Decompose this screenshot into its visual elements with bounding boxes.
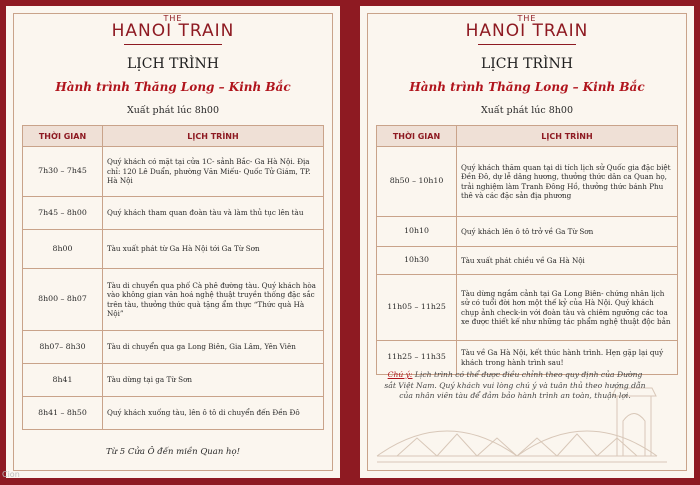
row-time: 11h05 – 11h25 <box>377 275 457 341</box>
row-text: Tàu di chuyển qua phố Cà phê đường tàu. Quý khách hòa vào không gian văn hoá nghệ thuật truyền thống đặc sắc trên tàu, thưởng thức quà tặng ẩm thực “Thức quà Hà Nội” <box>103 269 324 331</box>
row-text: Tàu di chuyển qua ga Long Biên, Gia Lâm, Yên Viên <box>103 331 324 364</box>
row-text: Tàu dừng tại ga Từ Sơn <box>103 364 324 397</box>
table-row <box>23 197 324 230</box>
table-row <box>23 269 324 331</box>
note-text: Lịch trình có thể được điều chỉnh theo quy định của Đường sắt Việt Nam. Quý khách vui lòng chú ý và tuân thủ theo hướng dẫn của nhân viên tàu để đảm bảo hành trình an toàn, thuận lợi. <box>384 370 646 401</box>
watermark: Cion <box>2 470 20 479</box>
schedule-card-right <box>360 6 694 478</box>
schedule-card-left <box>6 6 340 478</box>
row-time: 11h25 – 11h35 <box>377 341 457 375</box>
schedule-table <box>376 125 678 375</box>
row-time: 8h50 – 10h10 <box>377 147 457 217</box>
row-text: Tàu xuất phát từ Ga Hà Nội tới Ga Từ Sơn <box>103 230 324 269</box>
table-row <box>23 331 324 364</box>
row-text: Quý khách lên ô tô trở về Ga Từ Sơn <box>457 217 678 247</box>
footer-slogan: Từ 5 Cửa Ô đến miền Quan họ! <box>105 447 241 457</box>
table-row <box>23 397 324 430</box>
row-text: Tàu về Ga Hà Nội, kết thúc hành trình. Hẹn gặp lại quý khách trong hành trình sau! <box>457 341 678 375</box>
row-time: 8h00 – 8h07 <box>23 269 103 331</box>
table-row <box>23 230 324 269</box>
header-schedule: LỊCH TRÌNH <box>103 126 324 147</box>
page-title: LỊCH TRÌNH <box>126 56 220 72</box>
table-row <box>377 147 678 217</box>
departure-time: Xuất phát lúc 8h00 <box>127 105 219 116</box>
brand-small: THE <box>517 14 537 23</box>
row-text: Quý khách thăm quan tại di tích lịch sử Quốc gia đặc biệt Đền Đô, dự lễ dâng hương, thưởng thức dân ca Quan họ, trải nghiệm làm Tranh Đông Hồ, thưởng thức bánh Phu thê và các đặc sản địa phương <box>457 147 678 217</box>
table-row <box>377 217 678 247</box>
row-time: 10h10 <box>377 217 457 247</box>
brand-small: THE <box>163 14 183 23</box>
journey-subtitle: Hành trình Thăng Long – Kinh Bắc <box>409 80 645 94</box>
row-text: Quý khách xuống tàu, lên ô tô di chuyển đến Đền Đô <box>103 397 324 430</box>
table-header-row <box>377 126 678 147</box>
table-row <box>377 275 678 341</box>
brand-rule <box>124 44 222 45</box>
table-header-row <box>23 126 324 147</box>
row-text: Quý khách có mặt tại cửa 1C- sảnh Bắc- Ga Hà Nội. Địa chỉ: 120 Lê Duẩn, phường Văn Miếu- Quốc Tử Giám, TP. Hà Nội <box>103 147 324 197</box>
departure-time: Xuất phát lúc 8h00 <box>481 105 573 116</box>
table-row <box>23 364 324 397</box>
brand-rule <box>478 44 576 45</box>
row-time: 8h00 <box>23 230 103 269</box>
row-time: 7h30 – 7h45 <box>23 147 103 197</box>
row-text: Quý khách tham quan đoàn tàu và làm thủ tục lên tàu <box>103 197 324 230</box>
schedule-table <box>22 125 324 430</box>
table-row <box>377 247 678 275</box>
schedule-note <box>384 370 646 402</box>
note-label: Chú ý: <box>387 370 413 379</box>
row-text: Tàu dừng ngắm cảnh tại Ga Long Biên- chứng nhân lịch sử có tuổi đời hơn một thế kỷ của Hà Nội. Quý khách chụp ảnh check-in với đoàn tàu và chiêm ngưỡng các toa xe được thiết kế như những tác phẩm nghệ thuật độc bản <box>457 275 678 341</box>
header-time: THỜI GIAN <box>377 126 457 147</box>
journey-subtitle: Hành trình Thăng Long – Kinh Bắc <box>55 80 291 94</box>
table-row <box>23 147 324 197</box>
row-text: Tàu xuất phát chiều về Ga Hà Nội <box>457 247 678 275</box>
header-schedule: LỊCH TRÌNH <box>457 126 678 147</box>
row-time: 8h41 – 8h50 <box>23 397 103 430</box>
row-time: 8h07– 8h30 <box>23 331 103 364</box>
header-time: THỜI GIAN <box>23 126 103 147</box>
row-time: 10h30 <box>377 247 457 275</box>
brand-logo: HANOI TRAIN <box>111 21 235 41</box>
page-title: LỊCH TRÌNH <box>480 56 574 72</box>
row-time: 8h41 <box>23 364 103 397</box>
brand-logo: HANOI TRAIN <box>465 21 589 41</box>
row-time: 7h45 – 8h00 <box>23 197 103 230</box>
